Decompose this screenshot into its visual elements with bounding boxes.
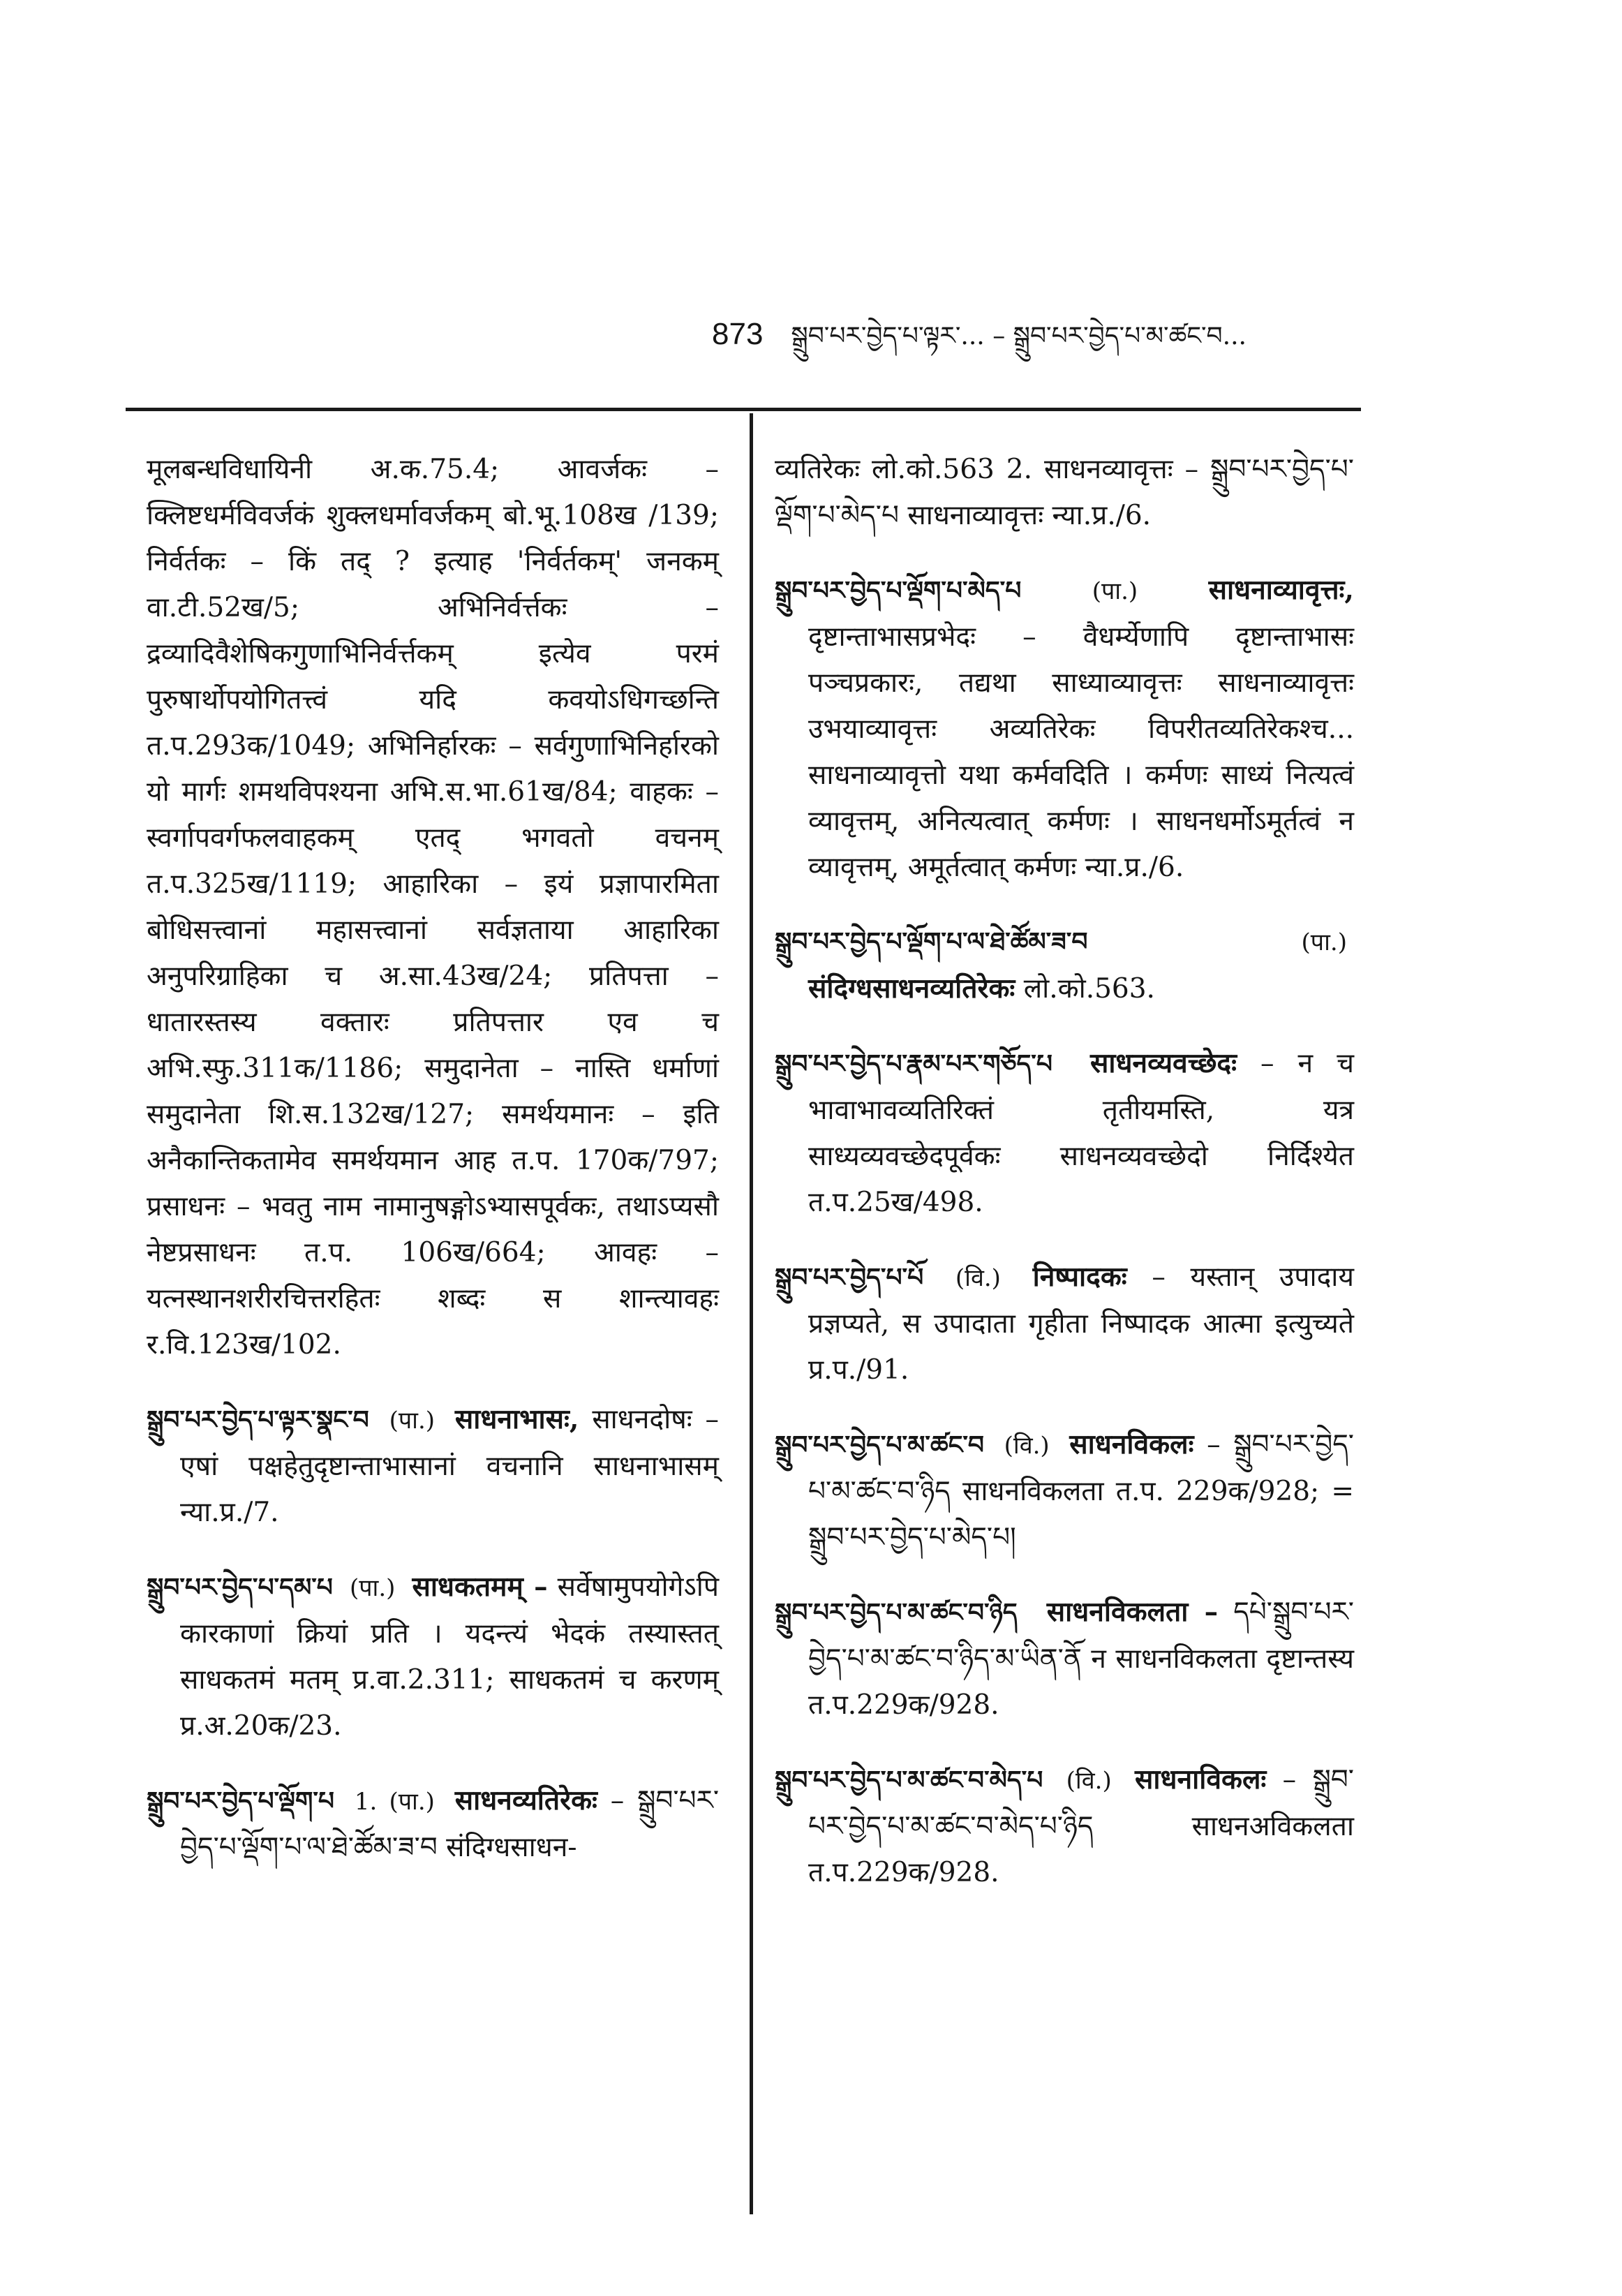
grammar-label: (पा.) xyxy=(389,1407,436,1435)
dictionary-entry xyxy=(147,1777,719,1871)
tibetan-headword: སྒྲུབ་པར་བྱེད་པ་མ་ཚང་བ་ཉིད xyxy=(775,1598,1018,1627)
running-head-range: སྒྲུབ་པར་བྱེད་པ་ལྟར་... – སྒྲུབ་པར་བྱེད་པ་མ་ཚང་བ... xyxy=(791,322,1247,350)
sanskrit-equivalent: साधनव्यवच्छेदः xyxy=(1089,1047,1237,1079)
grammar-label: (पा.) xyxy=(1301,928,1347,956)
tibetan-headword: སྒྲུབ་པར་བྱེད་པ་མ་ཚང་བ་མེད་པ xyxy=(775,1765,1043,1795)
sanskrit-equivalent: साधनविकलः xyxy=(1069,1428,1194,1460)
sanskrit-equivalent: साधनाभासः, xyxy=(454,1403,579,1435)
dictionary-entry xyxy=(775,1421,1354,1561)
entry-body: सर्वेषामुपयोगेऽपि कारकाणां क्रियां प्रति । यदन्त्यं भेदकं तस्यास्तत् साधकतमं मतम् प्र.वा.2.311; साधकतमं च करणम् प्र.अ.20क/23. xyxy=(180,1571,719,1742)
continued-entry xyxy=(775,447,1354,539)
entry-body: – སྒྲུབ་པར་བྱེད་པ་མ་ཚང་བ་མེད་པ་ཉིད साधनअविकलता त.प.229क/928. xyxy=(808,1764,1355,1888)
tibetan-headword: སྒྲུབ་པར་བྱེད་པ་རྣམ་པར་གཅོད་པ xyxy=(775,1049,1052,1079)
left-column xyxy=(147,447,719,1899)
dictionary-entry xyxy=(775,1254,1354,1393)
tibetan-headword: སྒྲུབ་པར་བྱེད་པ་ལྡོག་པ xyxy=(147,1786,334,1816)
entry-body: – न च भावाभावव्यतिरिक्तं तृतीयमस्ति, यत्र साध्यव्यवच्छेदपूर्वकः साधनव्यवच्छेदो निर्दिश्येत त.प.25ख/498. xyxy=(808,1048,1354,1218)
entry-body: साधनदोषः – एषां पक्षहेतुदृष्टान्ताभासानां वचनानि साधनाभासम् न्या.प्र./7. xyxy=(180,1404,719,1528)
dictionary-entry xyxy=(147,1564,719,1749)
dictionary-entry xyxy=(775,1040,1354,1226)
tibetan-headword: སྒྲུབ་པར་བྱེད་པ་དམ་པ xyxy=(147,1573,333,1602)
sanskrit-equivalent: निष्पादकः xyxy=(1032,1261,1127,1293)
grammar-label: (वि.) xyxy=(1004,1432,1050,1460)
entry-body: དཔེ་སྒྲུབ་པར་བྱེད་པ་མ་ཚང་བ་ཉིད་མ་ཡིན་ནོ न साधनविकलता दृष्टान्तस्य त.प.229क/928. xyxy=(808,1597,1354,1721)
entry-body: लो.को.563. xyxy=(1023,973,1155,1005)
entry-body: दृष्टान्ताभासप्रभेदः – वैधर्म्येणापि दृष्टान्ताभासः पञ्चप्रकारः, तद्यथा साध्याव्यावृत्तः साधनाव्यावृत्तः उभयाव्यावृत्तः अव्यतिरेकः विपरीतव्यतिरेकश्च... साधनाव्यावृत्तो यथा कर्मवदिति । कर्मणः साध्यं नित्यत्वं व्यावृत्तम्, अनित्यत्वात् कर्मणः । साधनधर्मोऽमूर्तत्वं न व्यावृत्तम्, अमूर्तत्वात् कर्मणः न्या.प्र./6. xyxy=(808,621,1354,883)
sanskrit-equivalent: साधकतमम् – xyxy=(412,1571,548,1603)
tibetan-headword: སྒྲུབ་པར་བྱེད་པ་མ་ཚང་བ xyxy=(775,1430,984,1460)
page-number: 873 xyxy=(712,317,764,351)
continued-entry-text: व्यतिरेकः लो.को.563 2. साधनव्यावृत्तः – སྒྲུབ་པར་བྱེད་པ་ལྡོག་པ་མེད་པ साधनाव्यावृत्तः न्या.प्र./6. xyxy=(775,454,1354,531)
dictionary-entry xyxy=(775,1756,1354,1896)
tibetan-headword: སྒྲུབ་པར་བྱེད་པ་ལྟར་སྣང་བ xyxy=(147,1405,369,1435)
continued-entry-text: मूलबन्धविधायिनी अ.क.75.4; आवर्जकः – क्लिष्टधर्मविवर्जकं शुक्लधर्मावर्जकम् बो.भू.108ख /139; निर्वर्तकः – किं तद् ? इत्याह 'निर्वर्तकम्' जनकम् वा.टी.52ख/5; अभिनिर्वर्त्तकः – द्रव्यादिवैशेषिकगुणाभिनिर्वर्त्तकम् इत्येव परमं पुरुषार्थोपयोगितत्त्वं यदि कवयोऽधिगच्छन्ति त.प.293क/1049; अभिनिर्हारकः – सर्वगुणाभिनिर्हारको यो मार्गः शमथविपश्यना अभि.स.भा.61ख/84; वाहकः – स्वर्गापवर्गफलवाहकम् एतद् भगवतो वचनम् त.प.325ख/1119; आहारिका – इयं प्रज्ञापारमिता बोधिसत्त्वानां महासत्त्वानां सर्वज्ञताया आहारिका अनुपरिग्राहिका च अ.सा.43ख/24; प्रतिपत्ता – धातारस्तस्य वक्तारः प्रतिपत्तार एव च अभि.स्फु.311क/1186; समुदानेता – नास्ति धर्माणां समुदानेता शि.स.132ख/127; समर्थयमानः – इति अनैकान्तिकतामेव समर्थयमान आह त.प. 170क/797; प्रसाधनः – भवतु नाम नामानुषङ्गोऽभ्यासपूर्वकः, तथाऽप्यसौ नेष्टप्रसाधनः त.प. 106ख/664; आवहः – यत्नस्थानशरीरचित्तरहितः शब्दः स शान्त्यावहः र.वि.123ख/102. xyxy=(147,454,719,1361)
column-divider xyxy=(750,413,753,2214)
grammar-label: (वि.) xyxy=(955,1264,1001,1292)
grammar-label: 1. (पा.) xyxy=(354,1788,435,1816)
right-column xyxy=(775,447,1354,1924)
grammar-label: (पा.) xyxy=(349,1574,396,1602)
tibetan-headword: སྒྲུབ་པར་བྱེད་པ་ལྡོག་པ་མེད་པ xyxy=(775,576,1022,605)
dictionary-entry xyxy=(775,1589,1354,1728)
sanskrit-equivalent: साधनाव्यावृत्तः, xyxy=(1208,574,1354,606)
sanskrit-equivalent: साधनविकलता – xyxy=(1046,1596,1219,1628)
entry-body: – སྒྲུབ་པར་བྱེད་པ་མ་ཚང་བ་ཉིད साधनविकलता त.प. 229क/928; = སྒྲུབ་པར་བྱེད་པ་མེད་པ། xyxy=(808,1429,1354,1553)
header-rule xyxy=(126,408,1361,411)
dictionary-entry xyxy=(147,1396,719,1536)
grammar-label: (पा.) xyxy=(1092,577,1138,605)
sanskrit-equivalent: संदिग्धसाधनव्यतिरेकः xyxy=(808,972,1015,1005)
dictionary-entry xyxy=(775,919,1354,1012)
sanskrit-equivalent: साधनाविकलः xyxy=(1135,1763,1267,1795)
dictionary-entry xyxy=(775,567,1354,891)
tibetan-headword: སྒྲུབ་པར་བྱེད་པ་པོ xyxy=(775,1263,924,1292)
entry-body: – यस्तान् उपादाय प्रज्ञप्यते, स उपादाता गृहीता निष्पादक आत्मा इत्युच्यते प्र.प./91. xyxy=(808,1261,1355,1386)
running-head xyxy=(712,307,1247,378)
sanskrit-equivalent: साधनव्यतिरेकः xyxy=(454,1784,597,1816)
grammar-label: (वि.) xyxy=(1066,1767,1112,1795)
continued-entry xyxy=(147,447,719,1368)
entry-body: – སྒྲུབ་པར་བྱེད་པ་ལྡོག་པ་ལ་ཐེ་ཚོམ་ཟ་བ संदिग्धसाधन- xyxy=(180,1785,720,1863)
tibetan-headword: སྒྲུབ་པར་བྱེད་པ་ལྡོག་པ་ལ་ཐེ་ཚོམ་ཟ་བ xyxy=(775,927,1088,956)
